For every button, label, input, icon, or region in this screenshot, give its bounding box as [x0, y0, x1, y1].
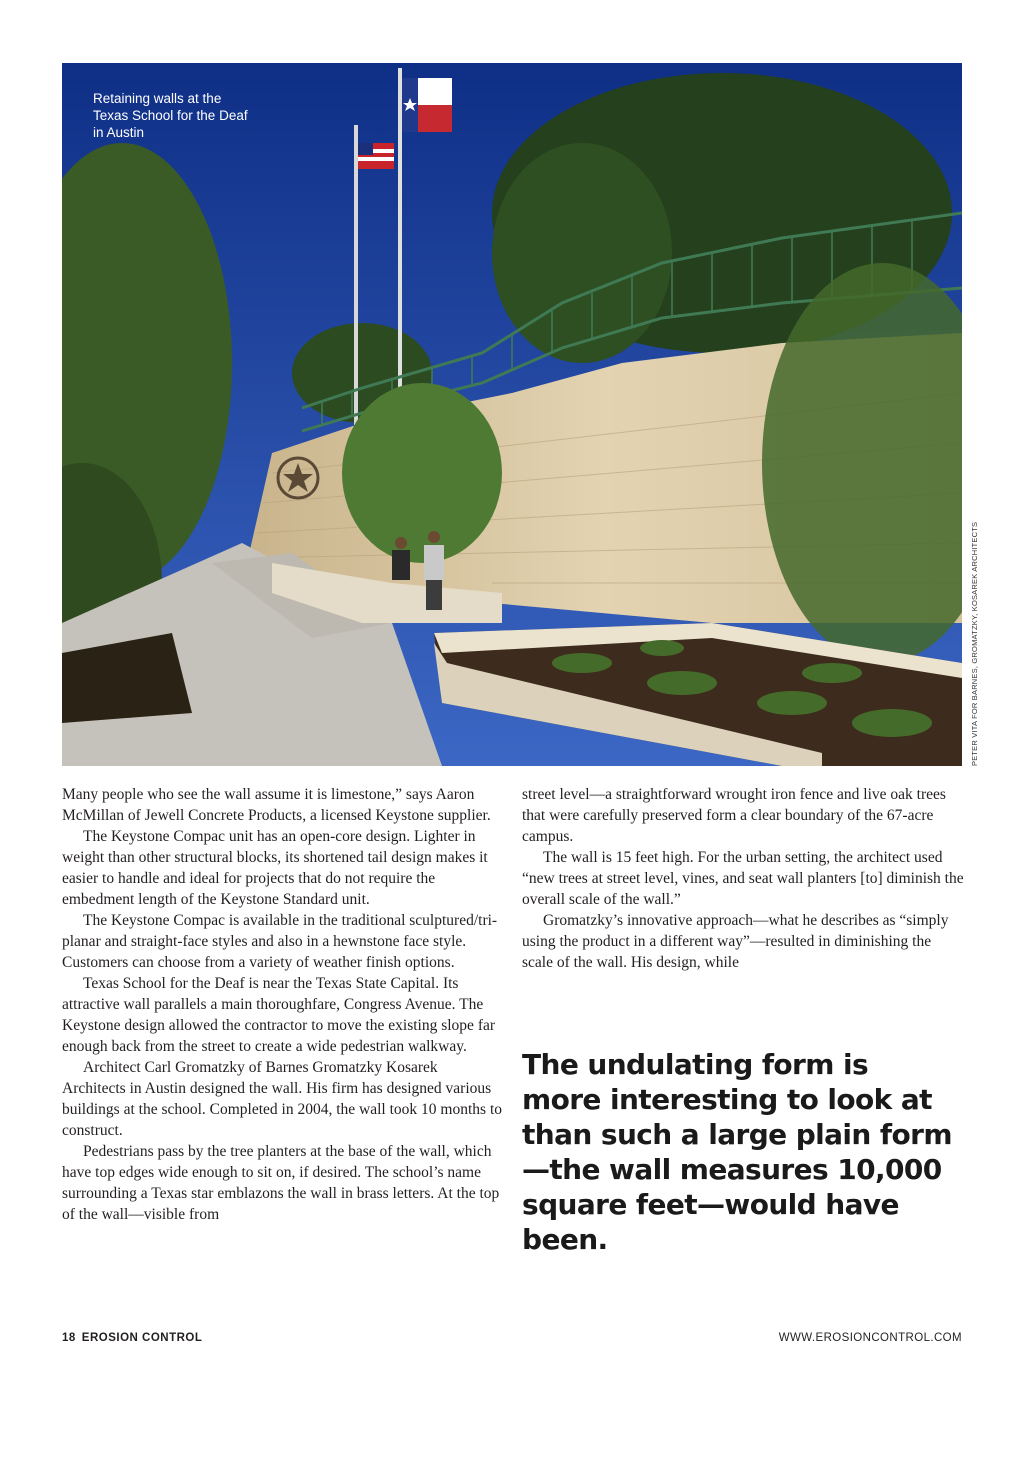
photo-credit-text: PETER VITA FOR BARNES, GROMATZKY, KOSAREK ARCHITECTS — [970, 521, 979, 766]
texas-flag-icon — [402, 78, 452, 132]
footer-folio — [62, 1332, 202, 1344]
article-paragraph: The wall is 15 feet high. For the urban setting, the architect used “new trees at street level, vines, and seat wall planters [to] diminish the overall scale of the wall.” — [522, 849, 964, 908]
photo-credit — [962, 521, 988, 1469]
article-paragraph: Many people who see the wall assume it is limestone,” says Aaron McMillan of Jewell Concrete Products, a licensed Keystone supplier. — [62, 786, 491, 824]
article-column-right — [522, 784, 964, 973]
magazine-name: EROSION CONTROL — [81, 1332, 203, 1344]
article-paragraph: The Keystone Compac is available in the traditional sculptured/tri-planar and straight-face styles and also in a hewnstone face style. Customers can choose from a variety of weather finish options. — [62, 912, 498, 971]
article-paragraph: street level—a straightforward wrought iron fence and live oak trees that were carefully preserved form a clear boundary of the 67-acre campus. — [522, 786, 946, 845]
footer-website-link[interactable]: WWW.EROSIONCONTROL.COM — [778, 1332, 962, 1344]
article-paragraph: Texas School for the Deaf is near the Texas State Capital. Its attractive wall parallels a main thoroughfare, Congress Avenue. The Keystone design allowed the contractor to move the existing slope far enough back from the street to create a wide pedestrian walkway. — [62, 975, 496, 1055]
article-paragraph: Pedestrians pass by the tree planters at the base of the wall, which have top edges wide enough to sit on, if desired. The school’s name surrounding a Texas star emblazons the wall in brass letters. At the top of the wall—visible from — [62, 1143, 500, 1223]
us-flag-icon — [358, 143, 394, 169]
pull-quote: The undulating form is more interesting to look at than such a large plain form—the wall measures 10,000 square feet—would have been. — [522, 1048, 952, 1256]
article-paragraph: Gromatzky’s innovative approach—what he describes as “simply using the product in a different way”—resulted in diminishing the scale of the wall. His design, while — [522, 912, 949, 971]
article-paragraph: The Keystone Compac unit has an open-core design. Lighter in weight than other structural blocks, its shortened tail design makes it easier to handle and ideal for projects that do not require the embedment length of the Keystone Standard unit. — [62, 828, 488, 908]
article-paragraph: Architect Carl Gromatzky of Barnes Gromatzky Kosarek Architects in Austin designed the wall. His firm has designed various buildings at the school. Completed in 2004, the wall took 10 months to construct. — [62, 1059, 502, 1139]
hero-photo — [62, 63, 962, 766]
retaining-wall-illustration — [62, 63, 962, 766]
article-column-left — [62, 784, 504, 1225]
photo-caption: Retaining walls at the Texas School for the Deaf in Austin — [93, 91, 248, 140]
page-number: 18 — [62, 1332, 76, 1344]
